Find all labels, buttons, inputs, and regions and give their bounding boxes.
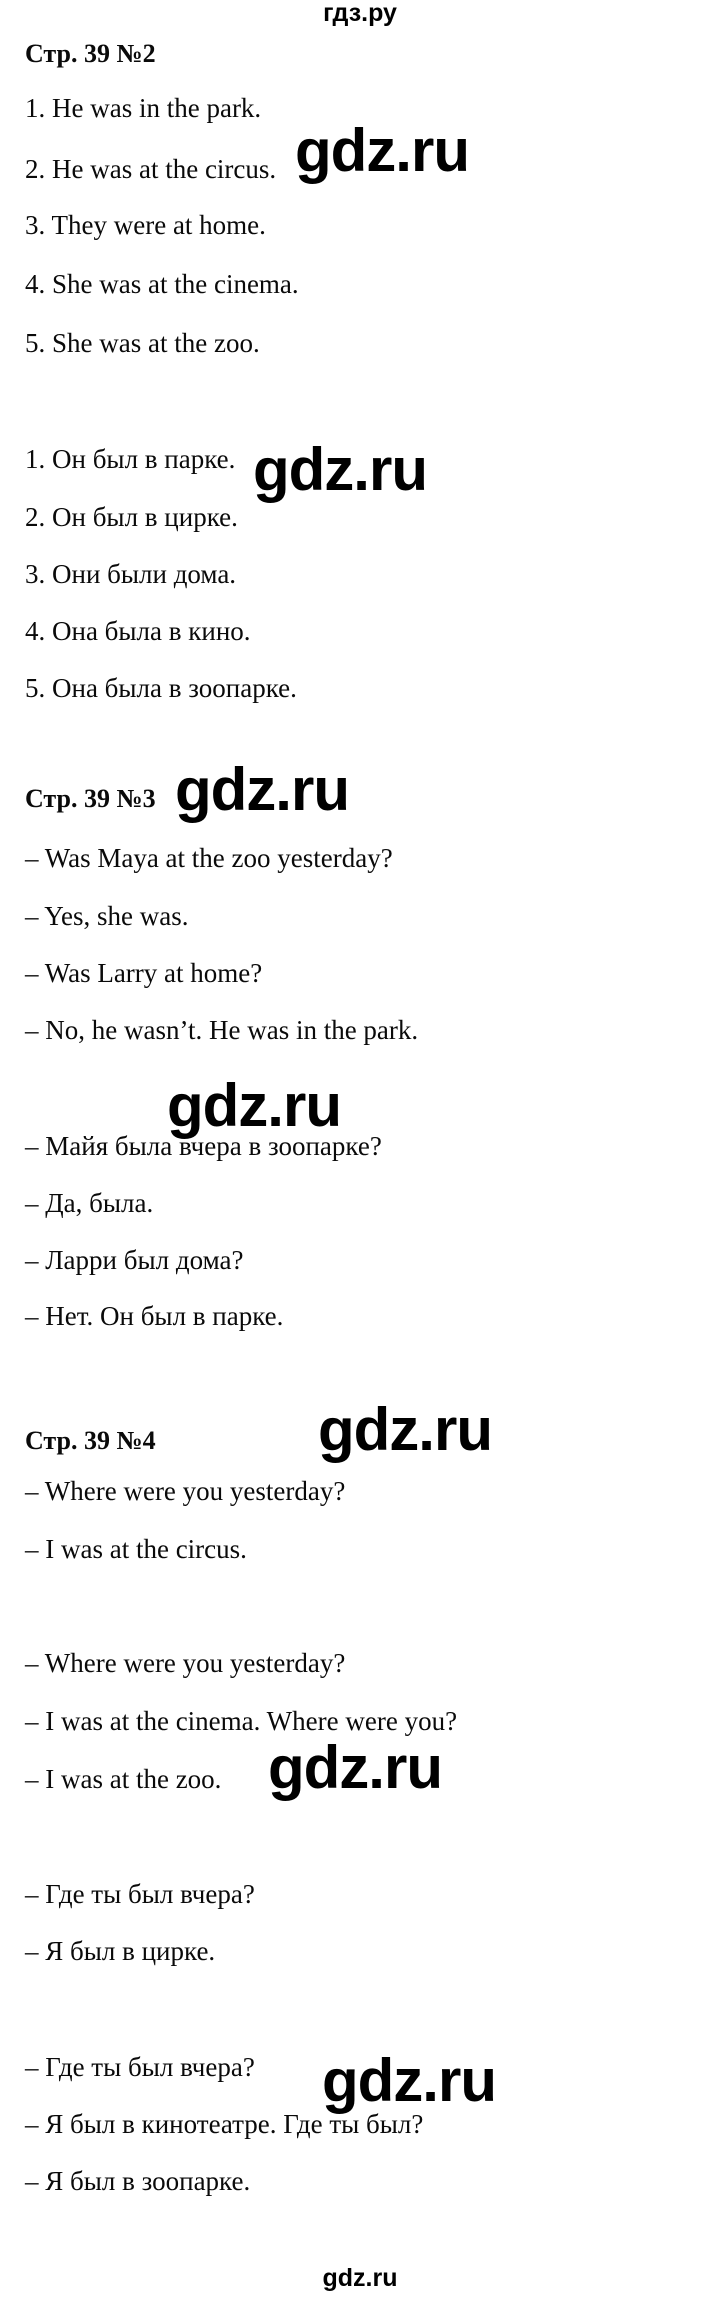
text-line: – Нет. Он был в парке. xyxy=(25,1301,284,1331)
text-line: – Where were you yesterday? xyxy=(25,1476,346,1506)
text-line: – Yes, she was. xyxy=(25,901,189,931)
text-line: 1. Он был в парке. xyxy=(25,444,236,474)
text-line: – Да, была. xyxy=(25,1188,154,1218)
text-line: – Я был в зоопарке. xyxy=(25,2166,251,2196)
watermark-gdz-2: gdz.ru xyxy=(253,436,427,503)
watermark-gdz-5: gdz.ru xyxy=(318,1396,492,1463)
site-header-logo: гдз.ру xyxy=(323,0,397,27)
text-line: 5. She was at the zoo. xyxy=(25,328,260,358)
watermark-gdz-6: gdz.ru xyxy=(268,1734,442,1801)
watermark-gdz-4: gdz.ru xyxy=(167,1072,341,1139)
text-line: – Where were you yesterday? xyxy=(25,1648,346,1678)
text-line: – Где ты был вчера? xyxy=(25,2052,255,2082)
text-line: – Was Maya at the zoo yesterday? xyxy=(25,843,393,873)
section-heading-1: Стр. 39 №2 xyxy=(25,39,156,68)
text-line: – Ларри был дома? xyxy=(25,1245,244,1275)
section-heading-3: Стр. 39 №4 xyxy=(25,1426,156,1455)
text-line: – I was at the circus. xyxy=(25,1534,247,1564)
text-line: 4. Она была в кино. xyxy=(25,616,251,646)
text-line: – Was Larry at home? xyxy=(25,958,263,988)
text-line: 3. They were at home. xyxy=(25,210,266,240)
text-line: 5. Она была в зоопарке. xyxy=(25,673,297,703)
watermark-gdz-7: gdz.ru xyxy=(322,2047,496,2114)
watermark-gdz-1: gdz.ru xyxy=(295,117,469,184)
site-footer-logo: gdz.ru xyxy=(322,2264,398,2292)
watermark-gdz-3: gdz.ru xyxy=(175,756,349,823)
text-line: 2. Он был в цирке. xyxy=(25,502,238,532)
text-line: – Я был в цирке. xyxy=(25,1936,216,1966)
text-line: – No, he wasn’t. He was in the park. xyxy=(25,1015,419,1045)
text-line: – Майя была вчера в зоопарке? xyxy=(25,1131,382,1161)
text-line: – Я был в кинотеатре. Где ты был? xyxy=(25,2109,424,2139)
text-line: – I was at the zoo. xyxy=(25,1764,222,1794)
text-line: – Где ты был вчера? xyxy=(25,1879,255,1909)
text-line: 1. He was in the park. xyxy=(25,93,262,123)
text-line: 2. He was at the circus. xyxy=(25,154,277,184)
text-line: 4. She was at the cinema. xyxy=(25,269,299,299)
text-line: 3. Они были дома. xyxy=(25,559,237,589)
text-line: – I was at the cinema. Where were you? xyxy=(25,1706,458,1736)
section-heading-2: Стр. 39 №3 xyxy=(25,784,156,813)
